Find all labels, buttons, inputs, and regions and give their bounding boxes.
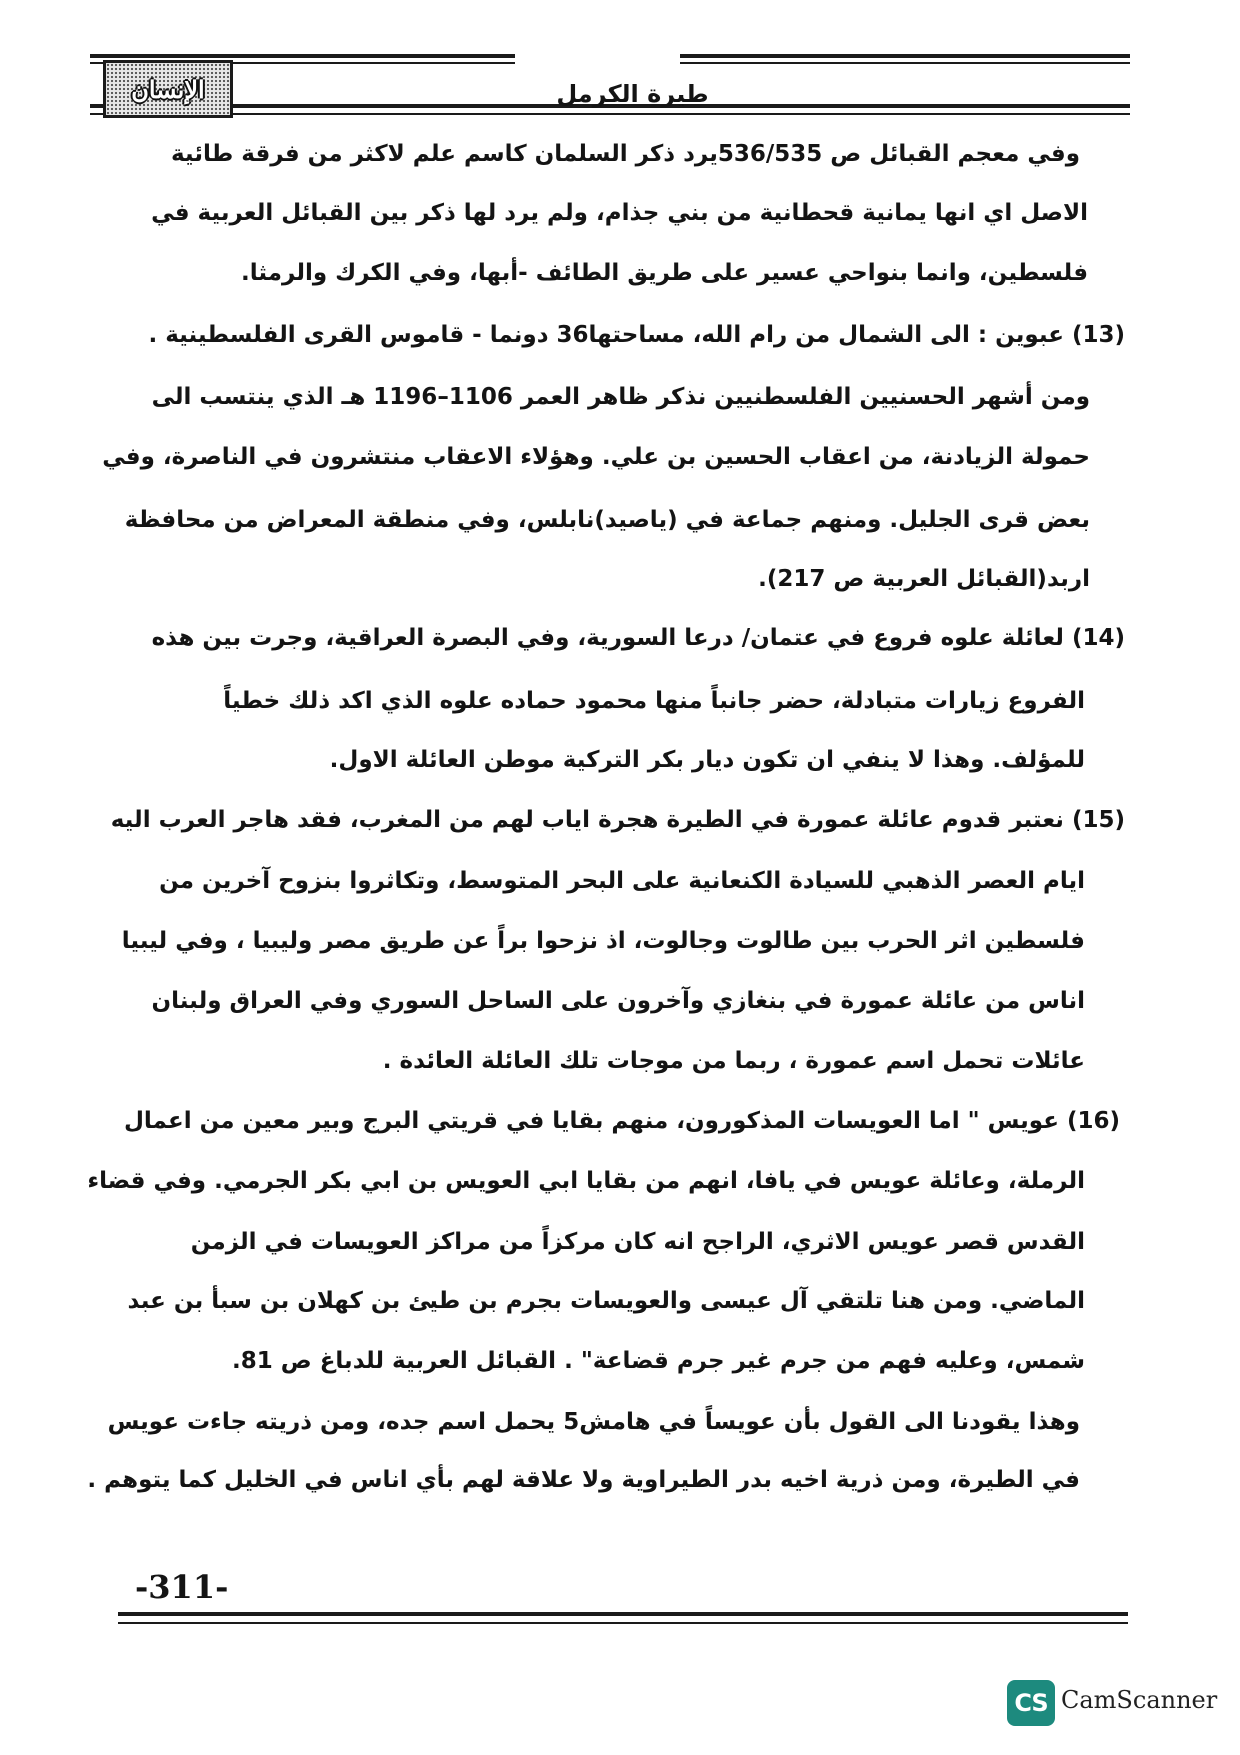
body-line: الفروع زيارات متبادلة، حضر جانباً منها محمود حماده علوه الذي اكد ذلك خطياً	[223, 688, 1085, 714]
footer-rule-bottom	[118, 1622, 1128, 1624]
body-line: عائلات تحمل اسم عمورة ، ربما من موجات تلك العائلة العائدة .	[382, 1048, 1085, 1074]
body-line: (15) نعتبر قدوم عائلة عمورة في الطيرة هجرة اياب لهم من المغرب، فقد هاجر العرب اليه	[110, 807, 1125, 833]
header-rule-under-bottom	[90, 113, 1130, 115]
body-line: ومن أشهر الحسنيين الفلسطنيين نذكر ظاهر العمر 1106–1196 هـ الذي ينتسب الى	[151, 384, 1090, 410]
camscanner-label: CamScanner	[1061, 1686, 1218, 1714]
body-line: في الطيرة، ومن ذرية اخيه بدر الطيراوية ولا علاقة لهم بأي اناس في الخليل كما يتوهم .	[87, 1467, 1080, 1493]
body-line: اناس من عائلة عمورة في بنغازي وآخرون على الساحل السوري وفي العراق ولبنان	[151, 988, 1085, 1014]
body-line: القدس قصر عويس الاثري، الراجح انه كان مركزاً من مراكز العويسات في الزمن	[190, 1229, 1085, 1255]
body-line: حمولة الزيادنة، من اعقاب الحسين بن علي. وهؤلاء الاعقاب منتشرون في الناصرة، وفي	[102, 444, 1090, 470]
header-badge-text: الإنسان	[131, 75, 205, 104]
header-badge	[103, 60, 233, 118]
header-rule-right-bottom	[680, 62, 1130, 64]
running-title: طيرة الكرمل	[556, 80, 709, 108]
body-line: فلسطين اثر الحرب بين طالوت وجالوت، اذ نزحوا براً عن طريق مصر وليبيا ، وفي ليبيا	[121, 928, 1085, 954]
body-line: الماضي. ومن هنا تلتقي آل عيسى والعويسات بجرم بن طيئ بن كهلان بن سبأ بن عبد	[127, 1288, 1085, 1314]
body-line: الرملة، وعائلة عويس في يافا، انهم من بقايا ابي العويس بن ابي بكر الجرمي. وفي قضاء	[87, 1168, 1085, 1194]
body-line: الاصل اي انها يمانية قحطانية من بني جذام، ولم يرد لها ذكر بين القبائل العربية في	[151, 200, 1088, 226]
camscanner-logo-icon: CS	[1007, 1680, 1055, 1726]
body-line: (16) عويس " اما العويسات المذكورون، منهم بقايا في قريتي البرج وبير معين من اعمال	[123, 1108, 1120, 1134]
footer-rule-top	[118, 1612, 1128, 1616]
body-line: وفي معجم القبائل ص 536/535يرد ذكر السلمان كاسم علم لاكثر من فرقة طائية	[170, 141, 1080, 167]
header-rule-right-top	[680, 54, 1130, 58]
body-line: اربد(القبائل العربية ص 217).	[758, 566, 1090, 592]
body-line: شمس، وعليه فهم من جرم غير جرم قضاعة" . القبائل العربية للدباغ ص 81.	[231, 1348, 1085, 1374]
body-line: (13) عبوين : الى الشمال من رام الله، مساحتها36 دونما - قاموس القرى الفلسطينية .	[148, 322, 1125, 348]
page-number: -311-	[135, 1568, 229, 1606]
body-line: وهذا يقودنا الى القول بأن عويساً في هامش5 يحمل اسم جده، ومن ذريته جاءت عويس	[107, 1409, 1080, 1435]
header-rule-left-top	[90, 54, 515, 58]
body-line: للمؤلف. وهذا لا ينفي ان تكون ديار بكر التركية موطن العائلة الاول.	[329, 747, 1085, 773]
body-line: بعض قرى الجليل. ومنهم جماعة في (ياصيد)نابلس، وفي منطقة المعراض من محافظة	[124, 507, 1090, 533]
body-line: ايام العصر الذهبي للسيادة الكنعانية على البحر المتوسط، وتكاثروا بنزوح آخرين من	[159, 868, 1085, 894]
body-line: فلسطين، وانما بنواحي عسير على طريق الطائف -أبها، وفي الكرك والرمثا.	[241, 260, 1088, 286]
body-line: (14) لعائلة علوه فروع في عتمان/ درعا السورية، وفي البصرة العراقية، وجرت بين هذه	[151, 625, 1125, 651]
